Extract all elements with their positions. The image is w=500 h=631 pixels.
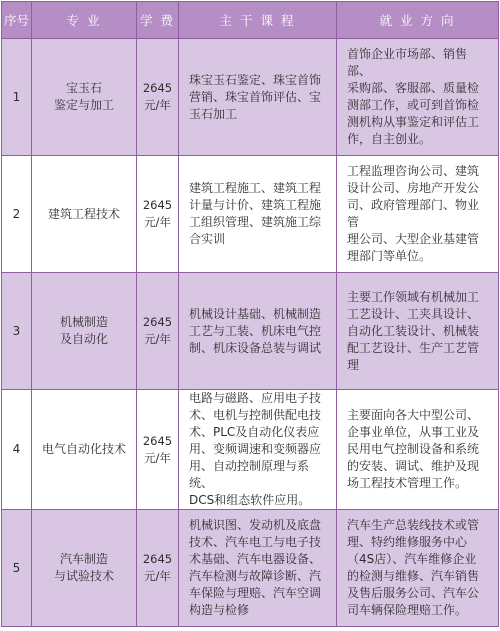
row-major [32,273,137,390]
course-line: 合实训 [189,232,226,246]
course-line: 玉石加工 [189,106,238,121]
table-row [2,39,499,156]
career-line: 设计公司、房地产开发公 [347,181,480,195]
course-line: 电路与磁路、应用电子技 [189,391,322,405]
fee-amount: 2645 [142,198,173,212]
fee-unit: 元/年 [144,215,171,229]
major-line: 汽车制造 [59,552,108,566]
course-line: 营销、珠宝首饰评估、宝 [189,89,322,104]
header-career: 就 业 方 向 [337,2,499,39]
career-line: 理 [347,357,360,372]
career-line: 工艺设计、工夹具设计、 [347,306,480,321]
major-line: 建筑工程技术 [47,206,120,221]
course-line: 用、自动控制原理与系统、 [189,459,310,490]
career-line: 的安装、调试、维护及现 [347,459,480,473]
table-row [2,273,499,390]
row-career [337,273,499,390]
row-major [32,156,137,273]
table-header-row [2,2,499,39]
major-line: 电气自动化技术 [41,442,126,456]
fee-amount: 2645 [142,433,173,448]
row-seq: 5 [2,510,32,627]
course-line: 技术、汽车电工与电子技 [189,535,322,549]
fee-unit: 元/年 [144,98,171,112]
row-fee [137,156,179,273]
career-line: 汽车生产总装线技术或管 [347,518,480,532]
course-line: 构造与检修 [189,603,250,617]
major-line: 鉴定与加工 [53,98,114,112]
course-line: 机械设计基础、机械制造 [189,306,322,321]
course-line: DCS和组态软件应用。 [189,493,311,507]
row-courses [179,273,337,390]
major-line: 机械制造 [59,315,108,329]
table-row [2,510,499,627]
career-line: 采购部、客服部、质量检 [347,81,480,95]
row-courses [179,156,337,273]
career-line: 的检测与维修、汽车销售 [347,569,480,583]
row-seq: 4 [2,390,32,510]
course-line: 术基础、汽车电器设备、 [189,552,322,566]
table-row [2,390,499,510]
course-line: 计量与计价、建筑工程施 [189,198,322,212]
career-line: 民用电气控制设备和系统 [347,442,480,456]
row-major [32,390,137,510]
row-career [337,39,499,156]
fee-amount: 2645 [142,315,173,329]
course-line: 机械识图、发动机及底盘 [189,518,322,532]
row-seq: 1 [2,39,32,156]
fee-amount: 2645 [142,81,173,95]
row-career [337,390,499,510]
row-major [32,39,137,156]
fee-unit: 元/年 [144,569,171,583]
course-line: 用、变频调速和变频器应 [189,442,322,456]
row-courses [179,510,337,627]
career-line: 场工程技术管理工作。 [347,476,468,490]
row-fee [137,39,179,156]
career-line: 首饰企业市场部、销售部、 [347,47,468,78]
career-line: 作，自主创业。 [347,132,432,146]
major-line: 宝玉石 [65,81,102,95]
career-line: 自动化工装设计、机械装 [347,323,480,338]
course-line: 建筑工程施工、建筑工程 [189,181,322,195]
career-line: 及售后服务公司、汽车公 [347,586,480,600]
row-career [337,156,499,273]
career-line: 配工艺设计、生产工艺管 [347,340,480,355]
row-seq: 3 [2,273,32,390]
course-line: 珠宝玉石鉴定、珠宝首饰 [189,72,322,87]
program-table [1,1,499,627]
career-line: 理、特约维修服务中心 [347,535,468,549]
row-fee [137,390,179,510]
row-career [337,510,499,627]
fee-unit: 元/年 [144,332,171,346]
major-line: 及自动化 [59,332,108,346]
course-line: 制、机床设备总装与调试 [189,340,322,355]
career-line: 理公司、大型企业基建管 [347,232,480,246]
career-line: （4S店）、汽车维修企业 [347,552,477,566]
row-major [32,510,137,627]
career-line: 测部工作，或可到首饰检 [347,98,480,112]
header-courses: 主 干 课 程 [179,2,337,39]
major-line: 与试验技术 [53,569,114,583]
row-fee [137,273,179,390]
row-fee [137,510,179,627]
header-major: 专 业 [32,2,137,39]
career-line: 主要工作领域有机械加工 [347,289,480,304]
career-line: 企事业单位，从事工业及 [347,425,480,439]
row-courses [179,390,337,510]
course-line: 工艺与工装、机床电气控 [189,323,322,338]
header-seq: 序号 [2,2,32,39]
course-line: 术、电机与控制供配电技 [189,408,322,422]
career-line: 理部门等单位。 [347,249,432,263]
career-line: 司车辆保险理赔工作。 [347,603,468,617]
course-line: 汽车检测与故障诊断、汽 [189,569,322,583]
career-line: 主要面向各大中型公司、 [347,408,480,422]
fee-unit: 元/年 [144,450,171,465]
career-line: 工程监理咨询公司、建筑 [347,164,480,178]
table-row [2,156,499,273]
row-seq: 2 [2,156,32,273]
course-line: 车保险与理赔、汽车空调 [189,586,322,600]
course-line: 术、PLC及自动化仪表应 [189,425,320,439]
career-line: 司、政府管理部门、物业管 [347,198,480,229]
course-line: 工组织管理、建筑施工综 [189,215,322,229]
fee-amount: 2645 [142,552,173,566]
career-line: 测机构从事鉴定和评估工 [347,115,480,129]
row-courses [179,39,337,156]
header-fee: 学 费 [137,2,179,39]
